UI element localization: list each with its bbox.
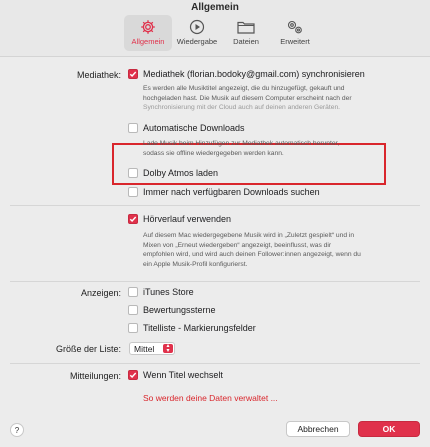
history-checkbox[interactable] xyxy=(128,214,138,224)
auto-desc-line: sodass sie offline wiedergegeben werden kann. xyxy=(143,149,284,157)
song-change-label: Wenn Titel wechselt xyxy=(143,370,223,380)
divider xyxy=(10,363,420,364)
gears-icon xyxy=(284,18,306,36)
auto-downloads-label: Automatische Downloads xyxy=(143,123,245,133)
auto-desc-line: Lade Musik beim Hinzufügen zur Mediathek automatisch herunter, xyxy=(143,140,340,147)
anzeigen-label: Anzeigen: xyxy=(80,288,121,298)
tab-label: Wiedergabe xyxy=(176,37,218,46)
auto-downloads-description xyxy=(143,139,339,158)
list-size-label: Größe der Liste: xyxy=(55,344,121,354)
notifications-label: Mitteilungen: xyxy=(69,371,121,381)
itunes-label: iTunes Store xyxy=(143,287,194,297)
tab-label: Allgemein xyxy=(131,37,165,46)
ratings-row[interactable] xyxy=(128,305,216,315)
dolby-row[interactable] xyxy=(128,168,218,178)
title-bar xyxy=(0,0,430,57)
privacy-link[interactable]: So werden deine Daten verwaltet ... xyxy=(143,393,278,403)
help-button[interactable]: ? xyxy=(10,423,24,437)
sync-checkbox[interactable] xyxy=(128,69,138,79)
list-size-select[interactable] xyxy=(129,342,175,355)
itunes-row[interactable] xyxy=(128,287,194,297)
window-title: Allgemein xyxy=(191,2,239,13)
song-change-checkbox[interactable] xyxy=(128,370,138,380)
history-desc-line: empfohlen wird, und wird auch deinen Follower:innen angezeigt, wenn du xyxy=(143,251,361,259)
history-row[interactable] xyxy=(128,214,231,224)
song-change-row[interactable] xyxy=(128,370,223,380)
check-downloads-label: Immer nach verfügbaren Downloads suchen xyxy=(143,187,320,197)
itunes-checkbox[interactable] xyxy=(128,287,138,297)
mediathek-label: Mediathek: xyxy=(76,70,121,80)
sync-desc-line: Es werden alle Musiktitel angezeigt, die du hinzugefügt, gekauft und xyxy=(143,85,345,92)
sync-label: Mediathek (florian.bodoky@gmail.com) synchronisieren xyxy=(143,69,365,79)
history-label: Hörverlauf verwenden xyxy=(143,214,232,224)
select-stepper-icon: ▴ ▾ xyxy=(163,344,173,353)
ratings-checkbox[interactable] xyxy=(128,305,138,315)
divider xyxy=(10,281,420,282)
tab-erweitert[interactable] xyxy=(271,15,319,51)
preferences-toolbar xyxy=(124,15,320,51)
tab-label: Dateien xyxy=(233,37,259,46)
check-downloads-checkbox[interactable] xyxy=(128,187,138,197)
history-desc-line: Mixen von „Erneut wiedergeben“ angezeigt, beeinflusst, was dir xyxy=(143,241,332,249)
check-downloads-row[interactable] xyxy=(128,187,320,197)
gear-icon xyxy=(137,18,159,36)
divider xyxy=(10,205,420,206)
folder-icon xyxy=(235,18,257,36)
ratings-label: Bewertungssterne xyxy=(143,305,216,315)
history-description xyxy=(143,231,361,269)
cancel-button[interactable]: Abbrechen xyxy=(286,421,350,437)
tab-label: Erweitert xyxy=(280,37,310,46)
play-icon xyxy=(186,18,208,36)
tab-allgemein[interactable] xyxy=(124,15,172,51)
dolby-checkbox[interactable] xyxy=(128,168,138,178)
tab-wiedergabe[interactable] xyxy=(173,15,221,51)
list-size-value: Mittel xyxy=(134,343,155,354)
list-checkboxes-checkbox[interactable] xyxy=(128,323,138,333)
auto-downloads-checkbox[interactable] xyxy=(128,123,138,133)
tab-dateien[interactable] xyxy=(222,15,270,51)
auto-downloads-row[interactable] xyxy=(128,123,245,133)
ok-button[interactable]: OK xyxy=(358,421,420,437)
sync-description xyxy=(143,84,352,113)
sync-desc-line: Synchronisierung mit der Cloud auch auf deinen anderen Geräten. xyxy=(143,104,341,112)
list-checkboxes-row[interactable] xyxy=(128,323,256,333)
dolby-label: Dolby Atmos laden xyxy=(143,168,219,178)
history-desc-line: Auf diesem Mac wiedergegebene Musik wird in „Zuletzt gespielt“ und in xyxy=(143,232,355,239)
list-checkboxes-label: Titelliste - Markierungsfelder xyxy=(143,323,256,333)
sync-checkbox-row[interactable] xyxy=(128,69,365,79)
sync-desc-line: hochgeladen hast. Die Musik auf diesem Computer erscheint nach der xyxy=(143,94,352,102)
history-desc-line: ein Apple Musik-Profil konfigurierst. xyxy=(143,260,248,268)
